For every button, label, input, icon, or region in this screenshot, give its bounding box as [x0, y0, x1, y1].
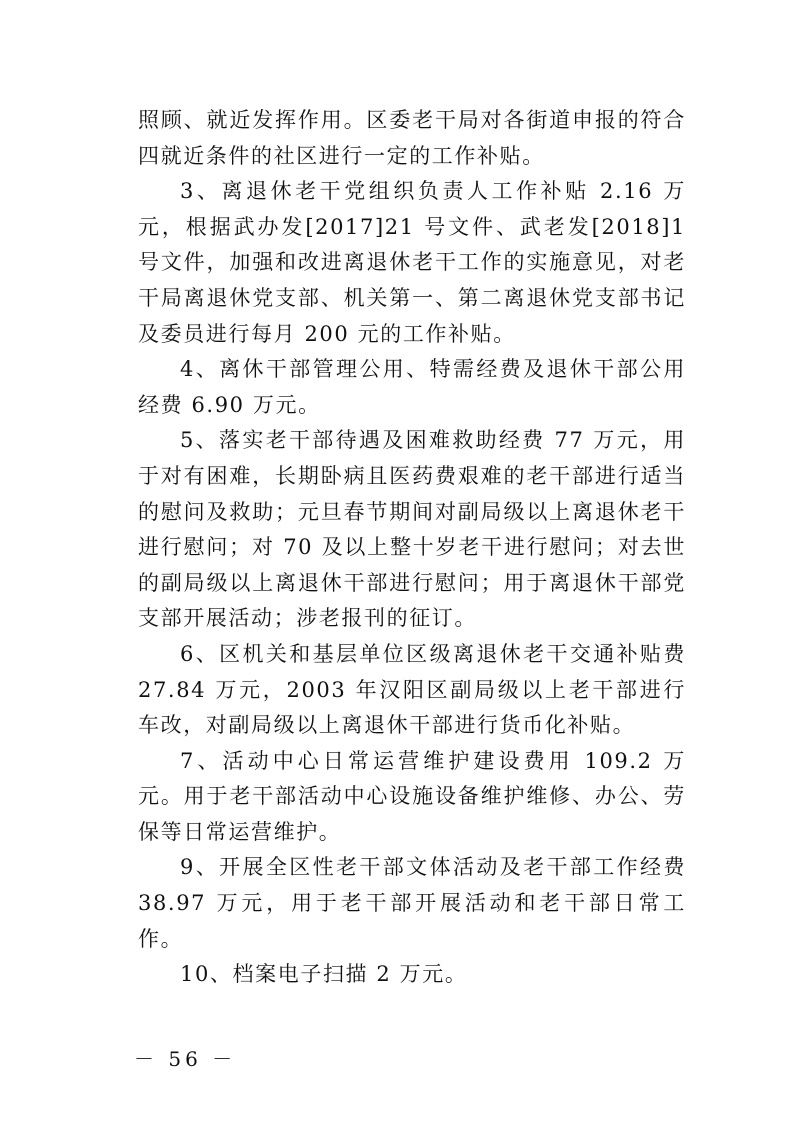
page-number: － 56 － [134, 1047, 237, 1071]
paragraph-item-9: 9、开展全区性老干部文体活动及老干部工作经费 38.97 万元，用于老干部开展活动和老干部日常工作。 [138, 855, 686, 951]
paragraph-item-5: 5、落实老干部待遇及困难救助经费 77 万元，用于对有困难，长期卧病且医药费艰难的老干部进行适当的慰问及救助；元旦春节期间对副局级以上离退休老干进行慰问；对 70 及以上整十岁老干进行慰问；对去世的副局级以上离退休干部进行慰问；用于离退休干部党支部开展活动；涉老报刊的征订。 [138, 428, 686, 631]
paragraph-item-6: 6、区机关和基层单位区级离退休老干交通补贴费 27.84 万元，2003 年汉阳区副局级以上老干部进行车改，对副局级以上离退休干部进行货币化补贴。 [138, 641, 686, 738]
document-body [138, 103, 686, 993]
paragraph-item-7: 7、活动中心日常运营维护建设费用 109.2 万元。用于老干部活动中心设施设备维护维修、办公、劳保等日常运营维护。 [138, 748, 686, 844]
paragraph-item-10: 10、档案电子扫描 2 万元。 [180, 962, 468, 987]
paragraph-item-4: 4、离休干部管理公用、特需经费及退休干部公用经费 6.90 万元。 [138, 357, 686, 417]
paragraph-continuation: 照顾、就近发挥作用。区委老干局对各街道申报的符合四就近条件的社区进行一定的工作补贴。 [138, 108, 686, 168]
paragraph-item-3: 3、离退休老干党组织负责人工作补贴 2.16 万元，根据武办发[2017]21 号文件、武老发[2018]1 号文件，加强和改进离退休老干工作的实施意见，对老干局离退休党支部、机关第一、第二离退休党支部书记及委员进行每月 200 元的工作补贴。 [138, 179, 686, 346]
